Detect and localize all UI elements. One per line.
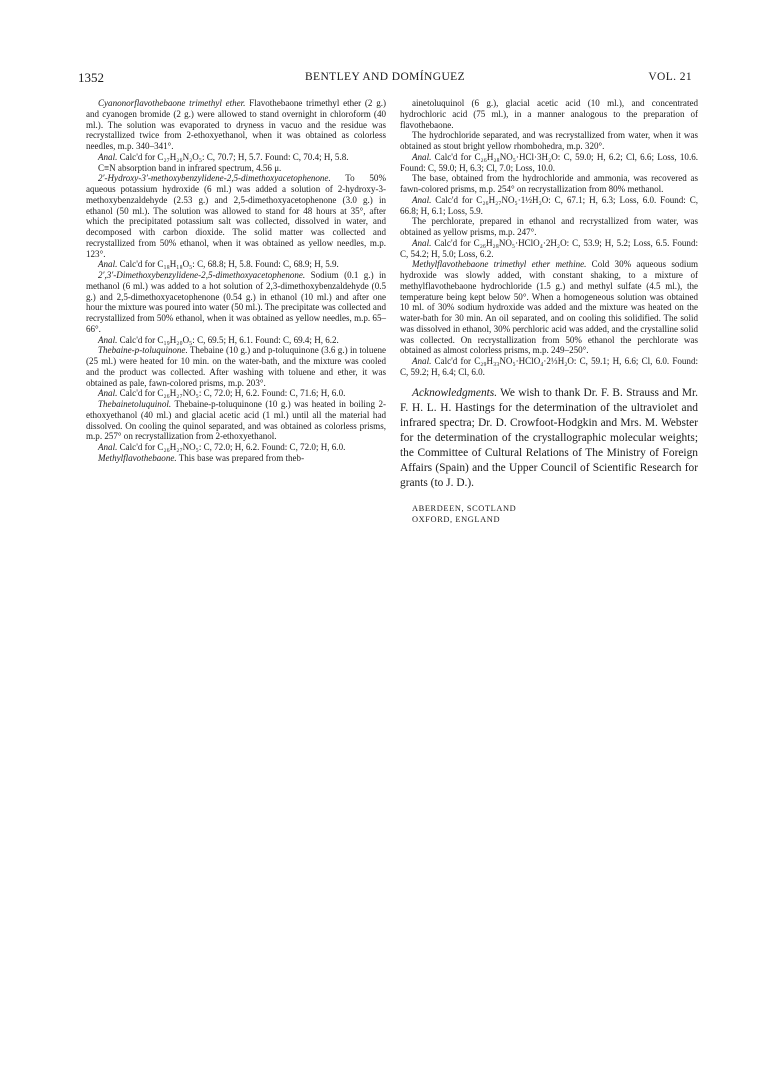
paragraph-text: Calc'd for C₂₉H₃₃NO₅·HClO₄·2⅓H₂O: C, 59.1; H, 6.6; Cl, 6.0. Found: C, 59.2; H, 6.4; Cl, 6.0. — [400, 356, 698, 377]
address-line: OXFORD, ENGLAND — [412, 514, 501, 524]
paragraph-lead: Anal. — [412, 237, 432, 248]
paragraph-lead: 2′,3′-Dimethoxybenzylidene-2,5-dimethoxyacetophenone. — [98, 270, 306, 280]
paragraph — [400, 98, 698, 130]
paragraph-text: The base, obtained from the hydrochloride and ammonia, was recovered as fawn-colored prisms, m.p. 254° on recrystallization from 80% methanol. — [400, 173, 698, 194]
volume-label: VOL. 21 — [648, 71, 692, 83]
paragraph-text: Calc'd for C₂₆H₂₈NO₅·HCl·3H₂O: C, 59.0; H, 6.2; Cl, 6.6; Loss, 10.6. Found: C, 59.0; H, 6.3; Cl, 7.0; Loss, 10.0. — [400, 151, 698, 173]
paragraph — [86, 399, 386, 442]
paragraph — [86, 345, 386, 388]
paragraph-text: Sodium (0.1 g.) in methanol (6 ml.) was added to a hot solution of 2,3-dimethoxybenzaldehyde (0.5 g.) and 2,5-dimethoxyacetophenone (0.54 g.) in ethanol (10 ml.) and after one hour the mixture was poured into water (50 ml.). The precipitate was collected and recrystallized from 50% ethanol, when it was obtained as yellow needles, m.p. 65–66°. — [86, 270, 386, 334]
paragraph — [400, 216, 698, 238]
right-column — [400, 98, 698, 525]
paragraph — [86, 152, 386, 163]
acknowledgments — [400, 386, 698, 491]
paragraph — [400, 195, 698, 217]
paragraph-lead: Anal. — [412, 151, 432, 162]
paragraph-text: The perchlorate, prepared in ethanol and recrystallized from water, was obtained as yellow prisms, m.p. 247°. — [400, 216, 698, 237]
paragraph-lead: Anal. — [98, 151, 118, 162]
paragraph-text: Thebaine-p-toluquinone (10 g.) was heated in boiling 2-ethoxyethanol (40 ml.) and glacial acetic acid (1 ml.) until all the material had dissolved. On cooling the quinol separated, and was obtained as colorless prisms, m.p. 257° on recrystallization from 2-ethoxyethanol. — [86, 399, 386, 442]
paragraph-lead: Cyanonorflavothebaone trimethyl ether. — [98, 98, 246, 108]
address-line: ABERDEEN, SCOTLAND — [412, 503, 517, 513]
paragraph-lead: 2′-Hydroxy-3′-methoxybenzylidene-2,5-dimethoxyacetophenone. — [98, 173, 331, 184]
paragraph-lead: Anal. — [98, 442, 118, 452]
paragraph — [400, 173, 698, 195]
paragraph-text: ainetoluquinol (6 g.), glacial acetic acid (10 ml.), and concentrated hydrochloric acid (75 ml.), in a manner analogous to the preparation of flavothebaone. — [400, 98, 698, 130]
paragraph-text: Calc'd for C₂₆H₂₈NO₅·HClO₄·2H₂O: C, 53.9; H, 5.2; Loss, 6.5. Found: C, 54.2; H, 5.0; Loss, 6.2. — [400, 237, 698, 259]
paragraph — [86, 270, 386, 335]
paragraph — [86, 335, 386, 346]
paragraph-lead: Thebainetoluquinol. — [98, 399, 172, 409]
paragraph-lead: Anal. — [98, 259, 118, 270]
paragraph-text: Thebaine (10 g.) and p-toluquinone (3.6 g.) in toluene (25 ml.) were heated for 10 min. on the water-bath, and the mixture was cooled and the product was collected. After washing with toluene and ether, it was obtained as pale, fawn-colored prisms, m.p. 203°. — [86, 345, 386, 388]
paragraph-text: The hydrochloride separated, and was recrystallized from water, when it was obtained as stout bright yellow rhombohedra, m.p. 320°. — [400, 130, 698, 151]
paragraph-text: Calc'd for C₂₆H₂₇NO₅: C, 72.0; H, 6.2. Found: C, 72.0; H, 6.0. — [117, 442, 346, 452]
paragraph-lead: Anal. — [98, 334, 118, 345]
paragraph-text: Calc'd for C₁₉H₂₀O₅: C, 69.5; H, 6.1. Found: C, 69.4; H, 6.2. — [117, 334, 339, 345]
paragraph — [400, 238, 698, 260]
paragraph-text: Calc'd for C₂₇H₂₆N₂O₅: C, 70.7; H, 5.7. Found: C, 70.4; H, 5.8. — [117, 151, 349, 162]
paragraph — [400, 130, 698, 152]
paragraph-text: Cold 30% aqueous sodium hydroxide was slowly added, with constant shaking, to a mixture of methylflavothebaone hydrochloride (1.5 g.) and methyl sulfate (4.5 ml.), the temperature being kept below 50°. When a homogeneous solution was obtained 10 ml. of 30% sodium hydroxide was added and the mixture was heated on the water-bath for 30 min. An oil separated, and on cooling this solidified. The solid was dissolved in ethanol, 30% perchloric acid was added, and the crystalline solid was collected. On recrystallization from 50% ethanol the perchlorate was obtained as almost colorless prisms, m.p. 249–250°. — [400, 259, 699, 356]
left-column — [86, 98, 386, 464]
paragraph-lead: Methylflavothebaone trimethyl ether methine. — [412, 259, 587, 270]
paragraph — [86, 173, 386, 259]
paragraph-lead: Methylflavothebaone. — [98, 452, 177, 463]
paragraph — [86, 442, 386, 453]
author-addresses — [400, 503, 698, 525]
acknowledgments-text: We wish to thank Dr. F. B. Strauss and Mr. F. H. L. H. Hastings for the determination of the ultraviolet and infrared spectra; Dr. D. Crowfoot-Hodgkin and Mrs. M. Webster for the determination of the crystallographic molecular weights; the Committee of Cultural Relations of The Ministry of Foreign Affairs (Spain) and the Upper Council of Scientific Research for grants (to J. D.). — [400, 386, 698, 489]
paragraph — [86, 453, 386, 464]
paragraph-text: Calc'd for C₂₆H₂₇NO₅: C, 72.0; H, 6.2. Found: C, 71.6; H, 6.0. — [117, 388, 346, 399]
paragraph-text: Calc'd for C₂₆H₂₇NO₅·1½H₂O: C, 67.1; H, 6.3; Loss, 6.0. Found: C, 66.8; H, 6.1; Loss, 5.9. — [400, 194, 698, 216]
paragraph — [400, 356, 698, 378]
paragraph-text: Flavothebaone trimethyl ether (2 g.) and cyanogen bromide (2 g.) were allowed to stand overnight in chloroform (40 ml.). The solution was evaporated to dryness in vacuo and the residue was recrystallized twice from 2-ethoxyethanol, when it was obtained as colorless needles, m.p. 340–341°. — [86, 98, 386, 151]
paragraph-lead: Thebaine-p-toluquinone. — [98, 345, 188, 356]
paragraph-text: This base was prepared from theb- — [176, 452, 305, 463]
paragraph-lead: Anal. — [412, 356, 432, 366]
paragraph — [400, 152, 698, 174]
paragraph-text: C≡N absorption band in infrared spectrum, 4.56 μ. — [98, 162, 282, 173]
paragraph-lead: Anal. — [98, 388, 118, 399]
paragraph — [86, 163, 386, 174]
acknowledgments-lead: Acknowledgments. — [412, 386, 498, 399]
paragraph-text: To 50% aqueous potassium hydroxide (6 ml.) was added a solution of 2-hydroxy-3-methoxybenzaldehyde (2.53 g.) and 2,5-dimethoxyacetophenone (3.0 g.) in ethanol (50 ml.). The solution was allowed to stand for 48 hours at 35°, after which the precipitated potassium salt was collected, dissolved in water, and decomposed with carbon dioxide. The solid matter was collected and recrystallized from 50% ethanol, when it was obtained as yellow needles, m.p. 123°. — [86, 173, 386, 259]
paragraph — [86, 259, 386, 270]
paragraph — [86, 388, 386, 399]
paragraph — [400, 259, 698, 356]
page-number: 1352 — [78, 70, 104, 85]
right-column-paragraphs — [400, 98, 698, 378]
page-header — [78, 70, 692, 86]
paragraph-lead: Anal. — [412, 194, 432, 205]
paragraph — [86, 98, 386, 152]
paragraph-text: Calc'd for C₁₈H₁₈O₅: C, 68.8; H, 5.8. Found: C, 68.9; H, 5.9. — [117, 259, 339, 270]
running-title: BENTLEY AND DOMÍNGUEZ — [304, 71, 465, 83]
